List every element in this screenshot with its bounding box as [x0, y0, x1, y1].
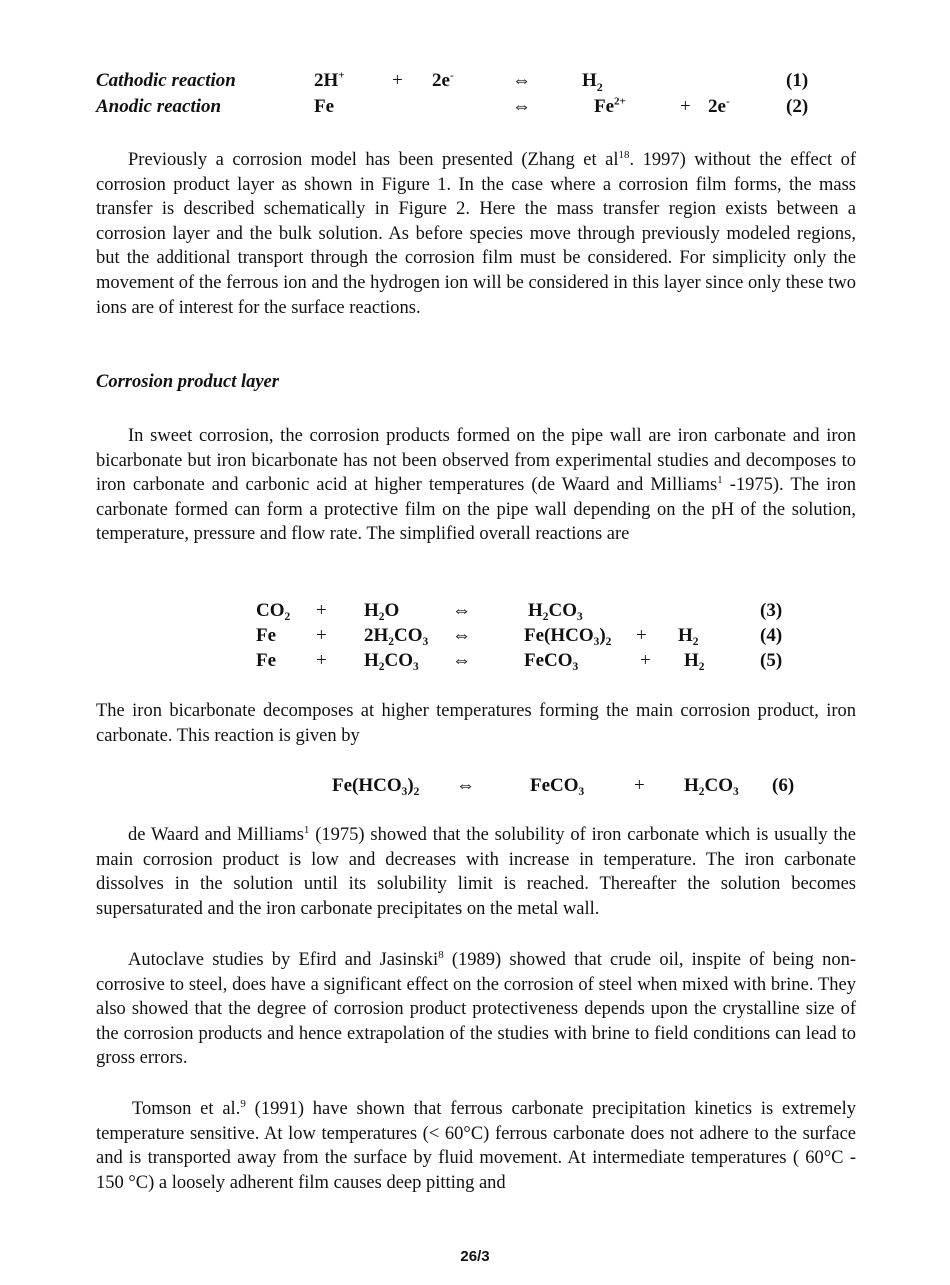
eq3-arrow: ⇔ [452, 600, 471, 621]
eq4-c1: Fe [256, 625, 277, 646]
eq3-plus: + [316, 600, 327, 621]
eq6-arrow: ⇔ [456, 775, 475, 796]
paragraph-previous-model: Previously a corrosion model has been presented (Zhang et $al^{18}$. 1997) without the effect of corrosion product layer as shown in Figure 1. In the case where a corrosion film forms, the mass transfer is described schematically in Figure 2. Here the mass transfer region exists between a corrosion layer and the bulk solution. As before species move through previously modeled regions, but the additional transport through the corrosion film must be considered. For simplicity only the movement of the ferrous ion and the hydrogen ion will be considered in this layer since only these two ions are of interest for the surface reactions. [96, 148, 857, 318]
eq2-product2: 2e- [708, 95, 730, 117]
eq1-number: (1) [786, 70, 809, 91]
eq3-c1: CO₂ [256, 600, 291, 621]
eq3-c3: H₂CO₃ [528, 600, 583, 621]
eq4-plus1: + [316, 625, 327, 646]
eq2-plus: + [680, 96, 691, 117]
eq1-product: $H_2$ [582, 70, 603, 94]
eq3-number: (3) [760, 600, 783, 621]
eq6-number: (6) [772, 775, 795, 796]
eq5-plus2: + [640, 650, 651, 671]
eq1-reactant1: 2H+ [314, 69, 345, 91]
eq4-plus2: + [636, 625, 647, 646]
eq3-c2: H₂O [364, 600, 400, 621]
paragraph-sweet-corrosion: In sweet corrosion, the corrosion products formed on the pipe wall are iron carbonate and iron bicarbonate but iron bicarbonate has not been observed from experimental studies and decomposes to iron carbonate and carbonic acid at higher temperatures (de Waard and Milliams$^1$ -1975). The iron carbonate formed can form a protective film on the pipe wall depending on the pH of the solution, temperature, pressure and flow rate. The simplified overall reactions are [96, 426, 856, 545]
paragraph-tomson: Tomson et al.$^9$ (1991) have shown that ferrous carbonate precipitation kinetics is extremely temperature sensitive. At low temperatures (< 60°C) ferrous carbonate does not adhere to the surface and is transported away from the surface by fluid movement. At intermediate temperatures ( 60°C - 150 °C) a loosely adherent film causes deep pitting and [96, 1097, 856, 1193]
eq4-c4: H₂ [678, 625, 699, 646]
eq1-plus: + [392, 70, 403, 91]
eq2-product1: $Fe^{2+}$ [594, 95, 626, 117]
eq6-c1: Fe(HCO₃)₂ [332, 775, 420, 796]
eq1-arrow: ⇔ [512, 70, 531, 91]
eq4-number: (4) [760, 625, 783, 646]
eq2-arrow: ⇔ [512, 96, 531, 117]
eq6-c2: FeCO₃ [530, 775, 585, 796]
eq2-number: (2) [786, 96, 809, 117]
eq5-arrow: ⇔ [452, 650, 471, 671]
anodic-reaction-label: Anodic reaction [96, 96, 222, 117]
eq2-reactant: Fe [314, 96, 335, 117]
eq5-number: (5) [760, 650, 783, 671]
paragraph-autoclave: Autoclave studies by Efird and Jasinski$^8$ (1989) showed that crude oil, inspite of being non-corrosive to steel, does have a significant effect on the corrosion of steel when mixed with brine. They also showed that the degree of corrosion product protectiveness depends upon the crystalline size of the corrosion products and hence extrapolation of the studies with brine to field conditions can lead to gross errors. [96, 948, 856, 1069]
paragraph-bicarbonate-decomposes: The iron bicarbonate decomposes at higher temperatures forming the main corrosion product, iron carbonate. This reaction is given by [96, 701, 856, 746]
cathodic-reaction-label: Cathodic reaction [96, 70, 236, 91]
eq4-arrow: ⇔ [452, 625, 471, 646]
eq4-c3: Fe(HCO₃)₂ [524, 625, 612, 646]
paragraph-solubility: de Waard and Milliams$^1$ (1975) showed that the solubility of iron carbonate which is usually the main corrosion product is low and decreases with increase in temperature. The iron carbonate dissolves in the solution until its solubility limit is reached. Thereafter the solution becomes supersaturated and the iron carbonate precipitates on the metal wall. [96, 823, 856, 919]
eq1-reactant2: 2e- [432, 69, 454, 91]
eq5-plus1: + [316, 650, 327, 671]
eq6-c3: H₂CO₃ [684, 775, 739, 796]
page-number: 26/3 [460, 1248, 490, 1265]
eq5-c4: H₂ [684, 650, 705, 671]
eq4-c2: 2H₂CO₃ [364, 625, 429, 646]
eq5-c1: Fe [256, 650, 277, 671]
eq5-c2: H₂CO₃ [364, 650, 419, 671]
eq6-plus: + [634, 775, 645, 796]
eq5-c3: FeCO₃ [524, 650, 579, 671]
section-heading: Corrosion product layer [96, 372, 279, 392]
